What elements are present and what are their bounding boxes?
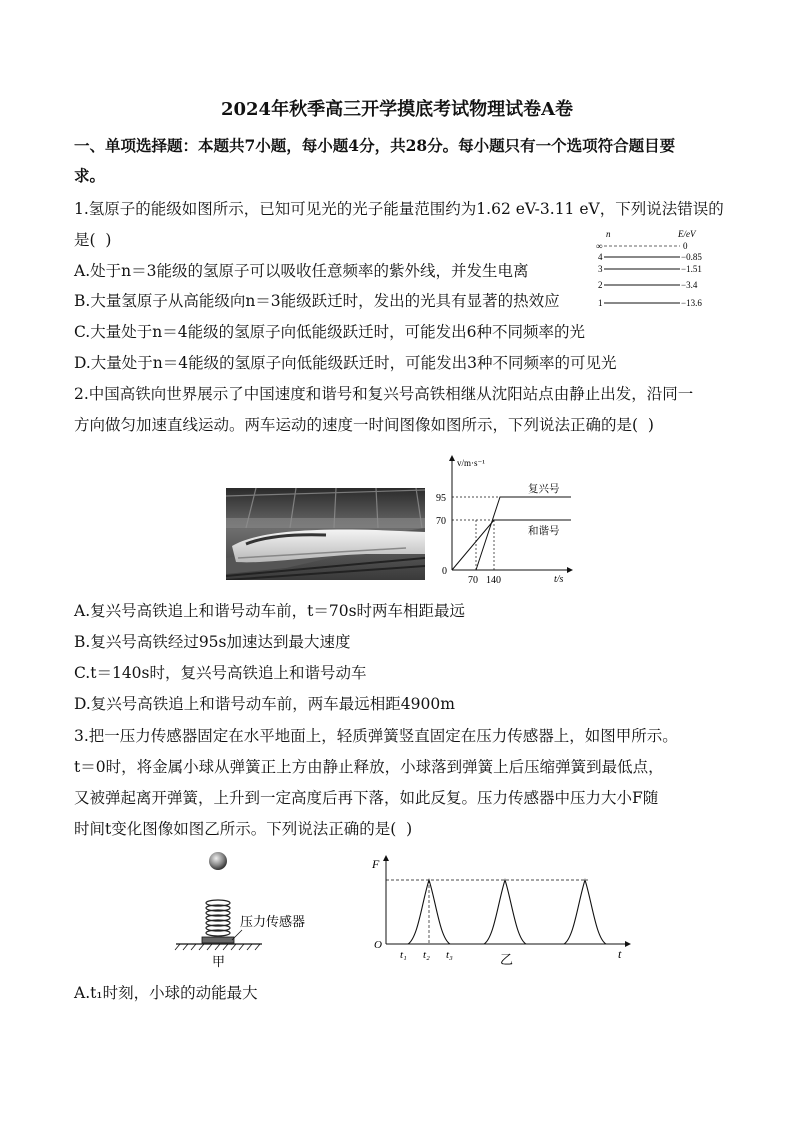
spring <box>206 900 230 936</box>
level-e: −13.6 <box>681 298 702 308</box>
q1-stem-cont: 是( ) <box>74 231 112 249</box>
q2-option-c: C.t＝140s时，复兴号高铁追上和谐号动车 <box>74 664 367 682</box>
energy-header: E/eV <box>678 229 696 239</box>
tick-t3: t₃ <box>446 949 453 961</box>
q3-stem-3: 又被弹起离开弹簧，上升到一定高度后再下落，如此反复。压力传感器中压力大小F随 <box>74 789 659 807</box>
level-e: −3.4 <box>681 280 698 290</box>
q1-option-a: A.处于n＝3能级的氢原子可以吸收任意频率的紫外线，并发生电离 <box>74 262 529 280</box>
energy-level-2 <box>598 280 698 290</box>
q2-stem: 2.中国高铁向世界展示了中国速度和谐号和复兴号高铁相继从沈阳站点由静止出发，沿同一 <box>74 385 694 403</box>
energy-level-4 <box>598 252 702 262</box>
energy-level-3 <box>598 264 702 274</box>
tick-t2: t₂ <box>423 949 430 961</box>
q1-option-c: C.大量处于n＝4能级的氢原子向低能级跃迁时，可能发出6种不同频率的光 <box>74 323 585 341</box>
energy-level-diagram <box>594 226 724 310</box>
fuxing-label: 复兴号 <box>528 484 560 495</box>
q2-option-a: A.复兴号高铁追上和谐号动车前，t＝70s时两车相距最远 <box>74 602 466 620</box>
level-n: 4 <box>598 252 603 262</box>
tick-t1: t₁ <box>400 949 407 961</box>
x-axis-label: t/s <box>554 574 564 585</box>
energy-level-infinity <box>596 241 688 251</box>
level-e: 0 <box>683 241 688 251</box>
figure-yi-force-time <box>366 852 636 972</box>
caption-yi: 乙 <box>500 952 514 967</box>
level-n: 1 <box>598 298 603 308</box>
hexie-label: 和谐号 <box>528 526 560 537</box>
figure-jia-spring <box>170 848 330 970</box>
sensor-label: 压力传感器 <box>240 914 306 929</box>
metal-ball <box>209 852 227 870</box>
f-axis-label: F <box>372 857 380 871</box>
t-axis-label: t <box>618 947 622 961</box>
label-pointer <box>232 930 242 940</box>
q2-option-b: B.复兴号高铁经过95s加速达到最大速度 <box>74 633 351 651</box>
level-e: −1.51 <box>681 264 702 274</box>
q3-stem-2: t＝0时，将金属小球从弹簧正上方由静止释放，小球落到弹簧上后压缩弹簧到最低点， <box>74 758 664 776</box>
q1-stem: 1.氢原子的能级如图所示，已知可见光的光子能量范围约为1.62 eV-3.11 eV，下列说法错误的 <box>74 200 724 218</box>
x-tick-70: 70 <box>468 575 478 585</box>
section-heading: 一、单项选择题：本题共7小题，每小题4分，共28分。每小题只有一个选项符合题目要 <box>74 136 676 155</box>
q1-option-b: B.大量氢原子从高能级向n＝3能级跃迁时，发出的光具有显著的热效应 <box>74 292 560 310</box>
n-header: n <box>606 229 611 239</box>
q2-option-d: D.复兴号高铁追上和谐号动车前，两车最远相距4900m <box>74 695 455 713</box>
y-tick-95: 95 <box>436 493 446 504</box>
q1-option-d: D.大量处于n＝4能级的氢原子向低能级跃迁时，可能发出3种不同频率的可见光 <box>74 354 617 372</box>
q3-stem-1: 3.把一压力传感器固定在水平地面上，轻质弹簧竖直固定在压力传感器上，如图甲所示。 <box>74 727 678 745</box>
force-curve <box>408 880 606 944</box>
origin-label: 0 <box>442 566 447 577</box>
q3-option-a: A.t₁时刻，小球的动能最大 <box>74 984 258 1002</box>
y-tick-70: 70 <box>436 516 446 527</box>
y-axis-label: v/m·s⁻¹ <box>457 458 485 468</box>
level-n: 2 <box>598 280 603 290</box>
origin-o: O <box>374 939 382 951</box>
q3-stem-4: 时间t变化图像如图乙所示。下列说法正确的是( ) <box>74 820 413 838</box>
level-e: −0.85 <box>681 252 702 262</box>
velocity-time-graph <box>436 450 576 585</box>
energy-level-1 <box>598 298 702 308</box>
caption-jia: 甲 <box>212 954 226 969</box>
exam-title: 2024年秋季高三开学摸底考试物理试卷A卷 <box>220 99 574 120</box>
pressure-sensor <box>202 937 234 943</box>
section-heading-cont: 求。 <box>74 166 106 185</box>
x-tick-140: 140 <box>486 575 501 585</box>
train-photo <box>226 488 425 580</box>
level-n: 3 <box>598 264 603 274</box>
q2-stem-cont: 方向做匀加速直线运动。两车运动的速度一时间图像如图所示，下列说法正确的是( ) <box>74 416 654 434</box>
level-n: ∞ <box>596 241 603 251</box>
